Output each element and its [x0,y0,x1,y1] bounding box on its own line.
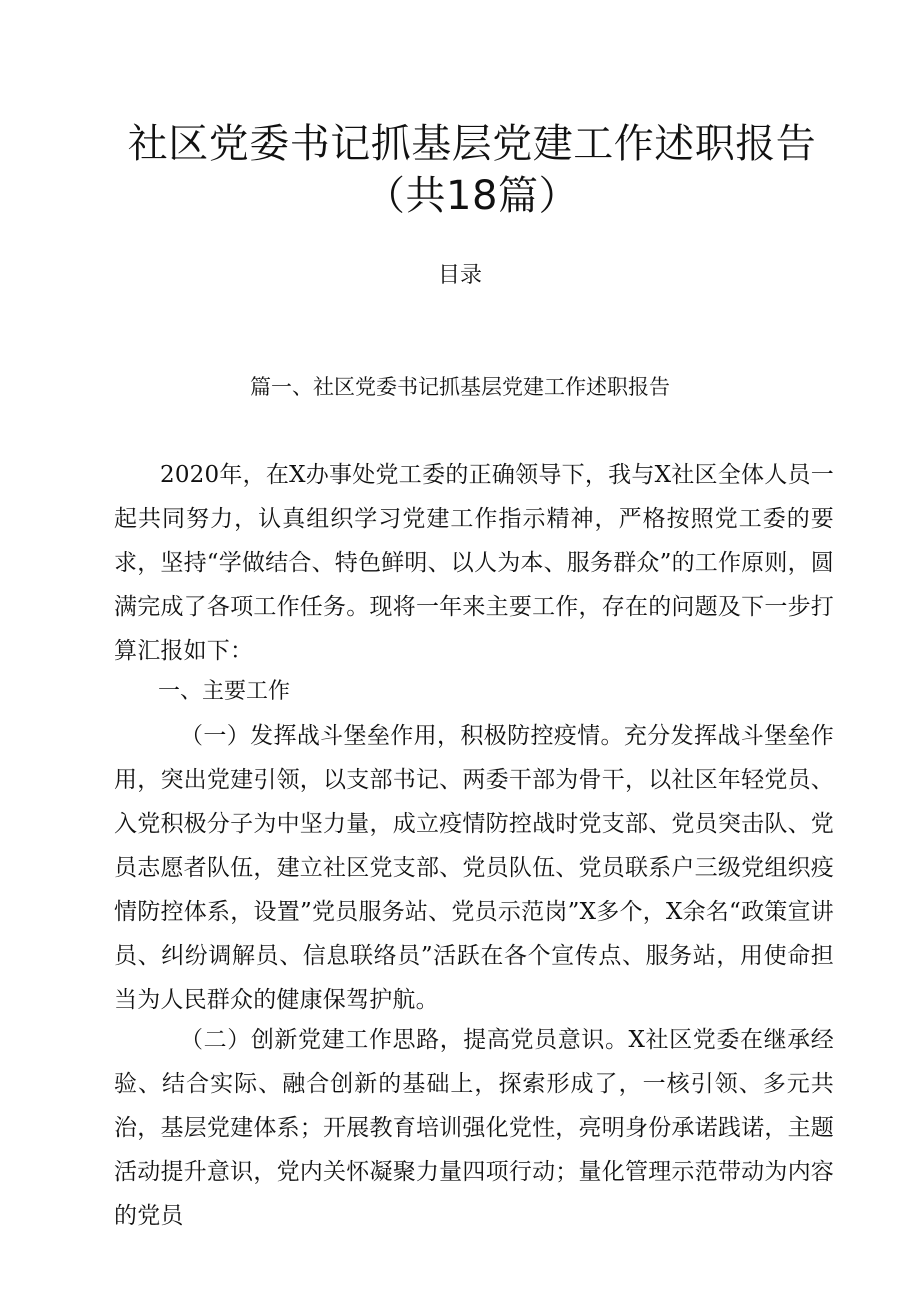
chapter-title: 篇一、社区党委书记抓基层党建工作述职报告 [250,375,670,399]
toc-heading: 目录 [437,263,482,288]
document-title: 社区党委书记抓基层党建工作述职报告（共18篇） [127,121,817,219]
paragraph-item-1: （一）发挥战斗堡垒作用，积极防控疫情。充分发挥战斗堡垒作用，突出党建引领，以支部书记、两委干部为骨干，以社区年轻党员、入党积极分子为中坚力量，成立疫情防控战时党支部、党员突击队、党员志愿者队伍，建立社区党支部、党员队伍、党员联系户三级党组织疫情防控体系，设置”党员服务站、党员示范岗”X多个，X余名“政策宣讲员、纠纷调解员、信息联络员”活跃在各个宣传点、服务站，用使命担当为人民群众的健康保驾护航。 [114,723,834,1013]
section-heading: 一、主要工作 [158,679,291,704]
intro-paragraph: 2020年，在X办事处党工委的正确领导下，我与X社区全体人员一起共同努力，认真组织学习党建工作指示精神，严格按照党工委的要求，坚持“学做结合、特色鲜明、以人为本、服务群众”的工作原则，圆满完成了各项工作任务。现将一年来主要工作，存在的问题及下一步打算汇报如下： [114,462,834,664]
paragraph-item-2: （二）创新党建工作思路，提高党员意识。X社区党委在继承经验、结合实际、融合创新的基础上，探索形成了，一核引领、多元共治，基层党建体系；开展教育培训强化党性，亮明身份承诺践诺，主题活动提升意识，党内关怀凝聚力量四项行动；量化管理示范带动为内容的党员 [114,1027,834,1229]
